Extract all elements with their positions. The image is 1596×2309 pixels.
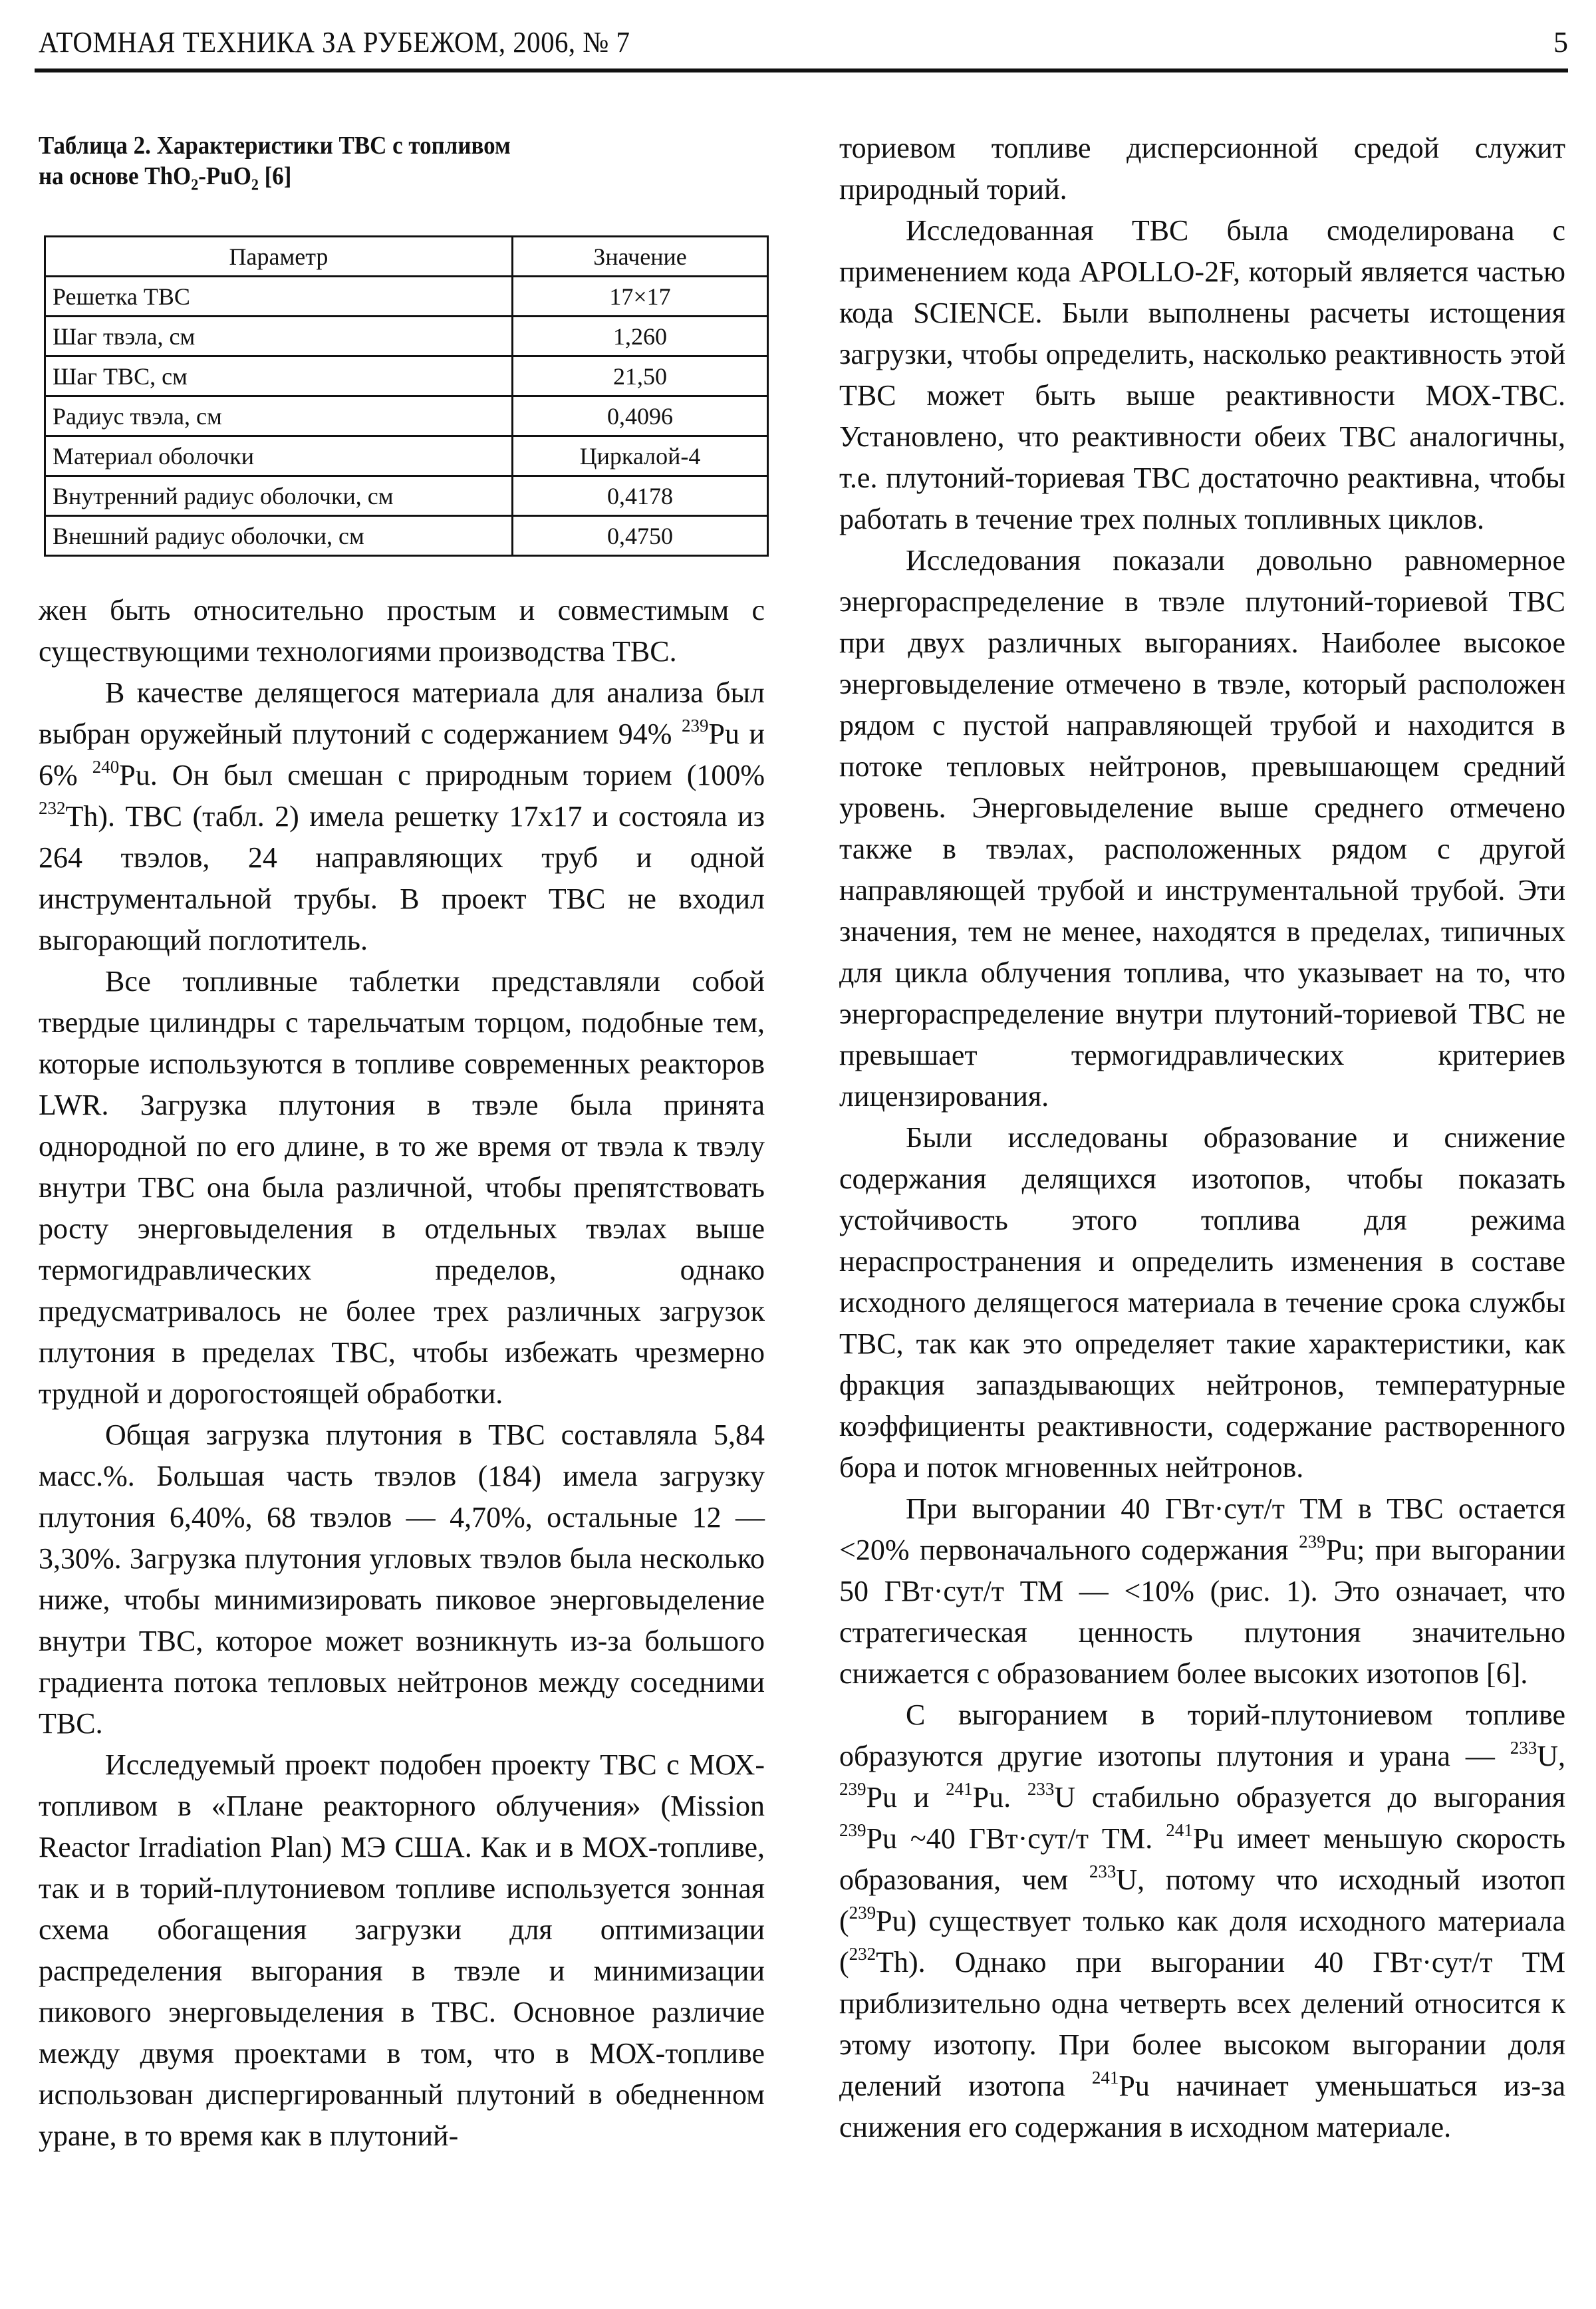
paragraph xyxy=(39,672,765,961)
param-cell: Шаг ТВС, см xyxy=(45,356,513,396)
isotope-mass-number: 233 xyxy=(1027,1779,1055,1799)
isotope-mass-number: 241 xyxy=(1091,2068,1119,2088)
subscript: 2 xyxy=(191,176,199,194)
value-cell: 1,260 xyxy=(513,317,768,356)
table-caption-line-1: Таблица 2. Характеристики ТВС с топливом xyxy=(39,132,511,160)
text-run: U стабильно образуется до выгорания xyxy=(1054,1781,1565,1814)
isotope-mass-number: 239 xyxy=(839,1820,866,1840)
text-run: В качестве делящегося материала для анализа был выбран оружейный плутоний с содержанием 94% xyxy=(39,676,765,750)
text-run: Pu ~40 ГВт·сут/т ТМ. xyxy=(866,1822,1166,1855)
text-run: Th). Однако при выгорании 40 ГВт·сут/т ТМ приблизительно одна четверть всех делений относится к этому изотопу. При более высоком выгорании доля делений изотопа xyxy=(839,1946,1565,2102)
text-run: U, потому что исходный изотоп ( xyxy=(839,1863,1565,1937)
text-run: Pu) существует только как доля исходного материала ( xyxy=(839,1905,1565,1978)
text-run: Pu и 6% xyxy=(39,718,765,791)
value-cell: 0,4750 xyxy=(513,516,768,556)
isotope-mass-number: 232 xyxy=(39,798,66,818)
text-run: Pu. xyxy=(972,1781,1027,1814)
running-header xyxy=(39,25,1568,68)
paragraph: Общая загрузка плутония в ТВС составляла 5,84 масс.%. Большая часть твэлов (184) имела загрузку плутония 6,40%, 68 твэлов — 4,70%, остальные 12 — 3,30%. Загрузка плутония угловых твэлов была несколько ниже, чтобы минимизировать пиковое энерговыделение внутри ТВС, которое может возникнуть из-за большого градиента потока тепловых нейтронов между соседними ТВС. xyxy=(39,1419,765,1740)
isotope-mass-number: 241 xyxy=(1166,1820,1193,1840)
header-rule xyxy=(35,68,1568,72)
table-row xyxy=(45,476,768,516)
isotope-mass-number: 232 xyxy=(849,1944,876,1964)
text-run: Pu имеет меньшую скорость образования, чем xyxy=(839,1822,1565,1896)
param-cell: Шаг твэла, см xyxy=(45,317,513,356)
isotope-mass-number: 239 xyxy=(849,1903,876,1923)
caption-text: -PuO xyxy=(198,162,251,190)
parameters-table xyxy=(44,235,769,557)
param-cell: Материал оболочки xyxy=(45,436,513,476)
paragraph: жен быть относительно простым и совместимым с существующими технологиями производства ТВС. xyxy=(39,594,765,668)
subscript: 2 xyxy=(251,176,259,194)
caption-text: на основе ThO xyxy=(39,162,192,190)
value-cell: 0,4178 xyxy=(513,476,768,516)
table-row xyxy=(45,317,768,356)
param-cell: Внутренний радиус оболочки, см xyxy=(45,476,513,516)
text-run: U, xyxy=(1537,1740,1565,1772)
left-column xyxy=(39,120,765,2157)
text-run: С выгоранием в торий-плутониевом топливе образуются другие изотопы плутония и урана — xyxy=(839,1698,1565,1772)
param-cell: Решетка ТВС xyxy=(45,277,513,317)
page-number: 5 xyxy=(1553,26,1568,59)
paragraph xyxy=(839,1488,1565,1695)
text-run: Pu; при выгорании 50 ГВт·сут/т ТМ — <10% (рис. 1). Это означает, что стратегическая ценность плутония значительно снижается с образованием более высоких изотопов [6]. xyxy=(839,1534,1566,1690)
isotope-mass-number: 239 xyxy=(1299,1532,1326,1552)
table-row xyxy=(45,396,768,436)
table-row xyxy=(45,277,768,317)
caption-text: [6] xyxy=(258,162,292,190)
isotope-mass-number: 239 xyxy=(839,1779,866,1799)
paragraph xyxy=(839,1695,1565,2148)
table-caption xyxy=(39,130,707,192)
text-run: Pu начинает уменьшаться из-за снижения его содержания в исходном материале. xyxy=(839,2070,1565,2143)
value-cell: Циркалой-4 xyxy=(513,436,768,476)
paragraph: Исследования показали довольно равномерное энергораспределение в твэле плутоний-ториевой ТВС при двух различных выгораниях. Наиболее высокое энерговыделение отмечено в твэле, который расположен рядом с пустой направляющей трубой и находится в потоке тепловых нейтронов, превышающем средний уровень. Энерговыделение выше среднего отмечено также в твэлах, расположенных рядом с другой направляющей трубой и инструментальной трубой. Эти значения, тем не менее, находятся в пределах, типичных для цикла облучения топлива, что указывает на то, что энергораспределение внутри плутоний-ториевой ТВС не превышает термогидравлических критериев лицензирования. xyxy=(839,544,1565,1113)
text-run: Pu. Он был смешан с природным торием (100% xyxy=(119,759,765,791)
isotope-mass-number: 233 xyxy=(1510,1738,1537,1758)
isotope-mass-number: 241 xyxy=(946,1779,973,1799)
paragraph: Исследованная ТВС была смоделирована с применением кода APOLLO-2F, который является частью кода SCIENCE. Были выполнены расчеты истощения загрузки, чтобы определить, насколько реактивность этой ТВС может быть выше реактивности МОХ-ТВС. Установлено, что реактивности обеих ТВС аналогичны, т.е. плутоний-ториевая ТВС достаточно реактивна, чтобы работать в течение трех полных топливных циклов. xyxy=(839,214,1565,535)
paragraph: Исследуемый проект подобен проекту ТВС с МОХ-топливом в «Плане реакторного облучения» (Mission Reactor Irradiation Plan) МЭ США. Как и в МОХ-топливе, так и в торий-плутониевом топливе используется зонная схема обогащения загрузки для оптимизации распределения выгорания в твэле и минимизации пикового энерговыделения в ТВС. Основное различие между двумя проектами в том, что в МОХ-топливе использован диспергированный плутоний в обедненном уране, в то время как в плутоний- xyxy=(39,1748,765,2152)
column-header-parameter: Параметр xyxy=(45,237,513,277)
journal-title: АТОМНАЯ ТЕХНИКА ЗА РУБЕЖОМ, 2006, № 7 xyxy=(39,26,630,59)
right-column xyxy=(839,128,1565,2148)
isotope-mass-number: 240 xyxy=(92,757,120,777)
param-cell: Радиус твэла, см xyxy=(45,396,513,436)
isotope-mass-number: 233 xyxy=(1089,1861,1117,1881)
param-cell: Внешний радиус оболочки, см xyxy=(45,516,513,556)
value-cell: 0,4096 xyxy=(513,396,768,436)
table-header-row xyxy=(45,237,768,277)
value-cell: 17×17 xyxy=(513,277,768,317)
paragraph: ториевом топливе дисперсионной средой служит природный торий. xyxy=(839,132,1565,205)
text-run: Th). ТВС (табл. 2) имела решетку 17х17 и состояла из 264 твэлов, 24 направляющих труб и одной инструментальной трубы. В проект ТВС не входил выгорающий поглотитель. xyxy=(39,800,765,956)
column-header-value: Значение xyxy=(513,237,768,277)
text-run: Pu и xyxy=(866,1781,946,1814)
table-row xyxy=(45,356,768,396)
table-row xyxy=(45,436,768,476)
paragraph: Были исследованы образование и снижение содержания делящихся изотопов, чтобы показать устойчивость этого топлива для режима нераспространения и определить изменения в составе исходного делящегося материала в течение срока службы ТВС, так как это определяет такие характеристики, как фракция запаздывающих нейтронов, температурные коэффициенты реактивности, содержание растворенного бора и поток мгновенных нейтронов. xyxy=(839,1121,1565,1484)
isotope-mass-number: 239 xyxy=(681,716,709,736)
table-caption-line-2 xyxy=(39,161,707,192)
value-cell: 21,50 xyxy=(513,356,768,396)
table-row xyxy=(45,516,768,556)
paragraph: Все топливные таблетки представляли собой твердые цилиндры с тарельчатым торцом, подобные тем, которые используются в топливе современных реакторов LWR. Загрузка плутония в твэле была принята однородной по его длине, в то же время от твэла к твэлу внутри ТВС она была различной, чтобы препятствовать росту энерговыделения в отдельных твэлах выше термогидравлических пределов, однако предусматривалось не более трех различных загрузок плутония в пределах ТВС, чтобы избежать чрезмерно трудной и дорогостоящей обработки. xyxy=(39,965,765,1410)
text-run: При выгорании 40 ГВт·сут/т ТМ в ТВС остается <20% первоначального содержания xyxy=(839,1492,1565,1566)
